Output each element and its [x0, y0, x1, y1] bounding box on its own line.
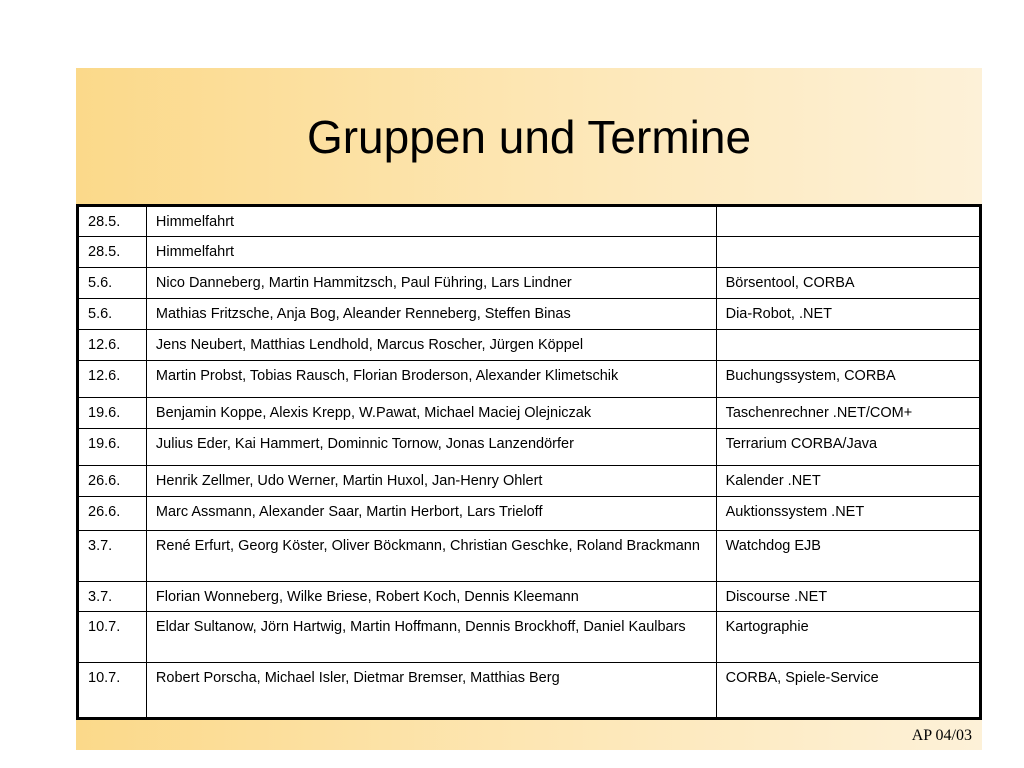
- table-row: [78, 398, 981, 429]
- names-cell: Robert Porscha, Michael Isler, Dietmar Bremser, Matthias Berg: [146, 663, 716, 719]
- date-cell: 10.7.: [78, 612, 147, 663]
- names-cell: Himmelfahrt: [146, 237, 716, 268]
- topic-cell: Discourse .NET: [716, 582, 980, 612]
- topic-cell: [716, 237, 980, 268]
- topic-cell: Buchungssystem, CORBA: [716, 361, 980, 398]
- table-row: [78, 268, 981, 299]
- topic-cell: Dia-Robot, .NET: [716, 299, 980, 330]
- names-cell: Martin Probst, Tobias Rausch, Florian Broderson, Alexander Klimetschik: [146, 361, 716, 398]
- date-cell: 19.6.: [78, 429, 147, 466]
- names-cell: Eldar Sultanow, Jörn Hartwig, Martin Hoffmann, Dennis Brockhoff, Daniel Kaulbars: [146, 612, 716, 663]
- names-cell: René Erfurt, Georg Köster, Oliver Böckmann, Christian Geschke, Roland Brackmann: [146, 531, 716, 582]
- names-cell: Nico Danneberg, Martin Hammitzsch, Paul Führing, Lars Lindner: [146, 268, 716, 299]
- topic-cell: Terrarium CORBA/Java: [716, 429, 980, 466]
- names-cell: Jens Neubert, Matthias Lendhold, Marcus Roscher, Jürgen Köppel: [146, 330, 716, 361]
- slide-title: Gruppen und Termine: [306, 111, 752, 163]
- topic-cell: Taschenrechner .NET/COM+: [716, 398, 980, 429]
- table-row: [78, 429, 981, 466]
- topic-cell: [716, 206, 980, 237]
- date-cell: 3.7.: [78, 582, 147, 612]
- date-cell: 12.6.: [78, 330, 147, 361]
- names-cell: Julius Eder, Kai Hammert, Dominnic Tornow, Jonas Lanzendörfer: [146, 429, 716, 466]
- topic-cell: Watchdog EJB: [716, 531, 980, 582]
- date-cell: 3.7.: [78, 531, 147, 582]
- names-cell: Mathias Fritzsche, Anja Bog, Aleander Renneberg, Steffen Binas: [146, 299, 716, 330]
- names-cell: Himmelfahrt: [146, 206, 716, 237]
- date-cell: 10.7.: [78, 663, 147, 719]
- date-cell: 5.6.: [78, 268, 147, 299]
- table-row: [78, 361, 981, 398]
- topic-cell: Auktionssystem .NET: [716, 497, 980, 531]
- topic-cell: [716, 330, 980, 361]
- table-row: [78, 582, 981, 612]
- names-cell: Marc Assmann, Alexander Saar, Martin Herbort, Lars Trieloff: [146, 497, 716, 531]
- schedule-table: [76, 204, 982, 720]
- names-cell: Benjamin Koppe, Alexis Krepp, W.Pawat, Michael Maciej Olejniczak: [146, 398, 716, 429]
- table-row: [78, 531, 981, 582]
- table-row: [78, 466, 981, 497]
- table-row: [78, 299, 981, 330]
- date-cell: 5.6.: [78, 299, 147, 330]
- names-cell: Florian Wonneberg, Wilke Briese, Robert Koch, Dennis Kleemann: [146, 582, 716, 612]
- table-row: [78, 663, 981, 719]
- date-cell: 12.6.: [78, 361, 147, 398]
- topic-cell: Börsentool, CORBA: [716, 268, 980, 299]
- date-cell: 26.6.: [78, 466, 147, 497]
- table-row: [78, 330, 981, 361]
- topic-cell: Kalender .NET: [716, 466, 980, 497]
- date-cell: 28.5.: [78, 206, 147, 237]
- table-row: [78, 612, 981, 663]
- table-row: [78, 206, 981, 237]
- date-cell: 19.6.: [78, 398, 147, 429]
- topic-cell: CORBA, Spiele-Service: [716, 663, 980, 719]
- schedule-table-body: [78, 206, 981, 719]
- footer-label: AP 04/03: [911, 727, 972, 744]
- table-row: [78, 237, 981, 268]
- date-cell: 28.5.: [78, 237, 147, 268]
- names-cell: Henrik Zellmer, Udo Werner, Martin Huxol, Jan-Henry Ohlert: [146, 466, 716, 497]
- table-row: [78, 497, 981, 531]
- topic-cell: Kartographie: [716, 612, 980, 663]
- date-cell: 26.6.: [78, 497, 147, 531]
- footer-band: [76, 722, 982, 750]
